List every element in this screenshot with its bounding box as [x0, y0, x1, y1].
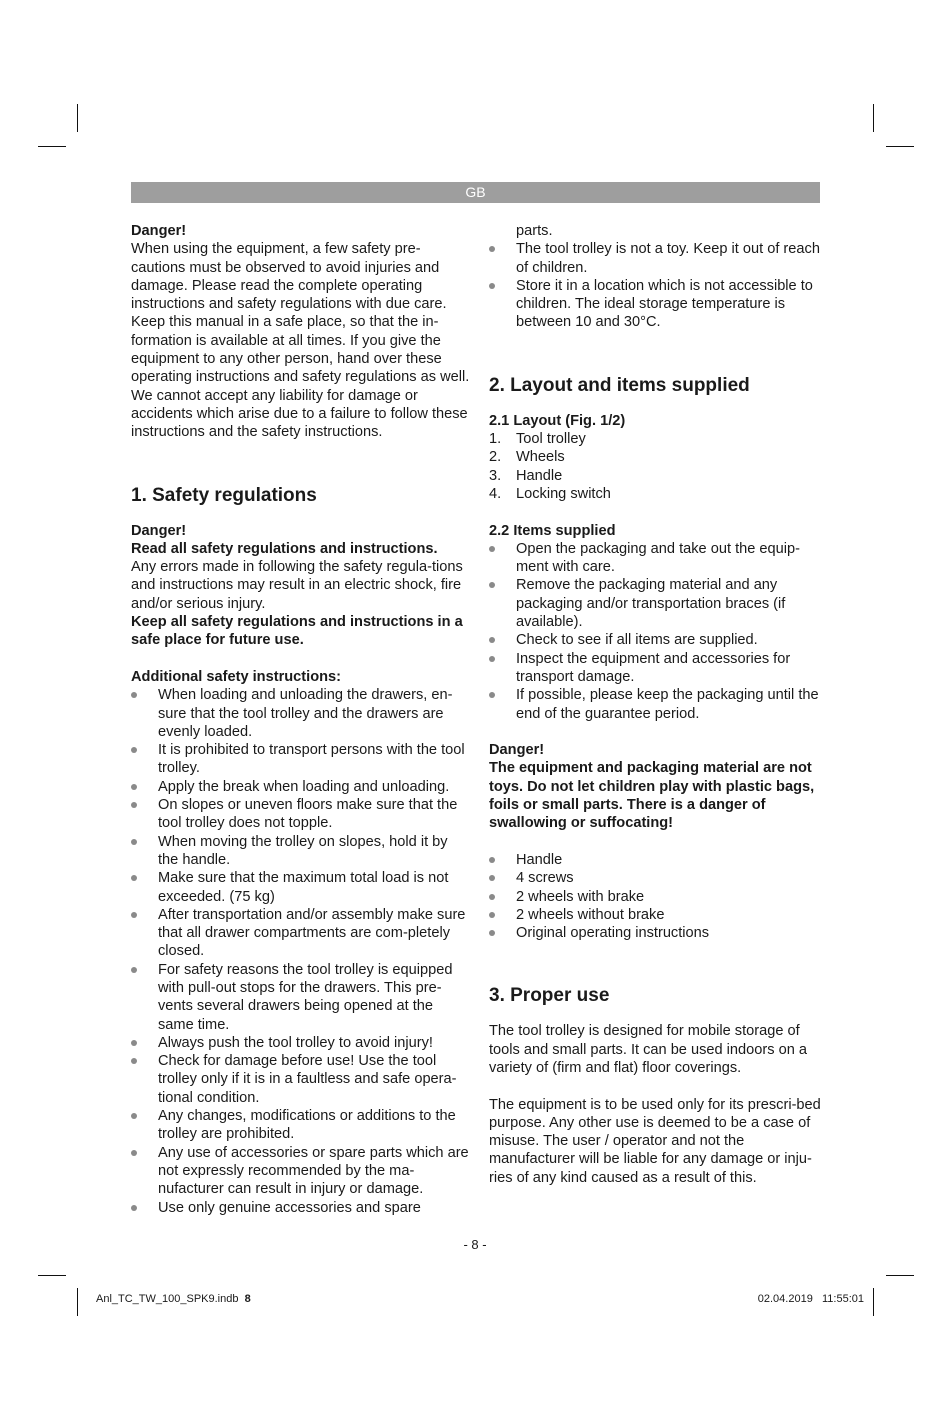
list-item: It is prohibited to transport persons with the tool trolley. [131, 741, 471, 778]
danger-bold-text: The equipment and packaging material are not toys. Do not let children play with plastic bags, foils or small parts. There is a danger of swallowing or suffocating! [489, 760, 815, 832]
list-item: On slopes or uneven floors make sure that the tool trolley does not topple. [131, 796, 471, 833]
list-item: Handle [489, 851, 824, 869]
bullet-icon [489, 875, 495, 881]
crop-mark [873, 1288, 874, 1316]
layout-list [489, 430, 824, 503]
bullet-icon [489, 637, 495, 643]
bullet-icon [131, 747, 137, 753]
list-item: For safety reasons the tool trolley is equipped with pull-out stops for the drawers. This pre-vents several drawers being opened at the same time. [131, 961, 471, 1034]
list-item: Any use of accessories or spare parts which are not expressly recommended by the ma-nufacturer can result in injury or damage. [131, 1144, 471, 1199]
crop-mark [873, 104, 874, 132]
section-title: 1. Safety regulations [131, 484, 317, 506]
danger-bold-text: Keep all safety regulations and instructions in a safe place for future use. [131, 614, 463, 649]
bullet-icon [489, 582, 495, 588]
list-item: Check to see if all items are supplied. [489, 631, 824, 649]
list-item: After transportation and/or assembly make sure that all drawer compartments are com-pletely closed. [131, 906, 471, 961]
list-item: Inspect the equipment and accessories for transport damage. [489, 650, 824, 687]
list-item: When moving the trolley on slopes, hold it by the handle. [131, 833, 471, 870]
crop-mark [77, 104, 78, 132]
footer-file-info [96, 1293, 251, 1305]
bullet-icon [131, 1058, 137, 1064]
list-item: Always push the tool trolley to avoid injury! [131, 1034, 471, 1052]
parts-list [489, 851, 824, 942]
bullet-icon [131, 912, 137, 918]
intro-heading: Danger! [131, 223, 187, 239]
danger-heading: Danger! [489, 742, 545, 759]
list-item: 2 wheels with brake [489, 888, 824, 906]
bullet-icon [131, 875, 137, 881]
bullet-icon [489, 912, 495, 918]
list-item: 4 screws [489, 869, 824, 887]
list-item: Original operating instructions [489, 924, 824, 942]
list-item: If possible, please keep the packaging until the end of the guarantee period. [489, 686, 824, 723]
supplied-list [489, 540, 824, 723]
bullet-icon [489, 246, 495, 252]
crop-mark [886, 146, 914, 147]
danger-bold-text: Read all safety regulations and instructions. [131, 540, 438, 557]
list-item: Use only genuine accessories and spare [131, 1199, 471, 1217]
file-name: Anl_TC_TW_100_SPK9.indb [96, 1293, 239, 1305]
list-item: Remove the packaging material and any packaging and/or transportation braces (if available). [489, 576, 824, 631]
crop-mark [38, 1275, 66, 1276]
bullet-icon [489, 283, 495, 289]
list-item: 4. Locking switch [489, 485, 611, 502]
section-title: 3. Proper use [489, 985, 610, 1007]
list-item: Make sure that the maximum total load is not exceeded. (75 kg) [131, 869, 471, 906]
footer-timestamp: 02.04.2019 11:55:01 [757, 1293, 864, 1305]
bullet-icon [131, 784, 137, 790]
bullet-icon [489, 692, 495, 698]
crop-mark [77, 1288, 78, 1316]
bullet-icon [131, 1205, 137, 1211]
list-item: When loading and unloading the drawers, en-sure that the tool trolley and the drawers are evenly loaded. [131, 686, 471, 741]
file-page: 8 [244, 1293, 251, 1305]
crop-mark [886, 1275, 914, 1276]
bullet-icon [131, 692, 137, 698]
list-item: 3. Handle [489, 467, 563, 484]
list-item: 2 wheels without brake [489, 906, 824, 924]
list-item: 1. Tool trolley [489, 431, 586, 448]
paragraph: The equipment is to be used only for its prescri-bed purpose. Any other use is deemed to be a case of misuse. The user / operator and not the manufacturer will be liable for any damage or inju-ries of any kind caused as a result of this. [489, 1096, 821, 1186]
list-item: Store it in a location which is not accessible to children. The ideal storage temperature is between 10 and 30°C. [489, 277, 824, 332]
storage-list [489, 240, 824, 331]
bullet-icon [131, 802, 137, 808]
subsection-heading: 2.1 Layout (Fig. 1/2) [489, 412, 626, 429]
bullet-icon [489, 894, 495, 900]
bullet-icon [131, 1113, 137, 1119]
bullet-icon [489, 656, 495, 662]
list-item: Apply the break when loading and unloading. [131, 778, 471, 796]
bullet-icon [489, 546, 495, 552]
continued-text: parts. [516, 223, 553, 239]
bullet-icon [489, 857, 495, 863]
language-band [131, 182, 820, 203]
subsection-heading: 2.2 Items supplied [489, 522, 616, 539]
bullet-icon [131, 1150, 137, 1156]
intro-text: When using the equipment, a few safety pre-cautions must be observed to avoid injuries and damage. Please read the complete operating instructions and safety regulations with due care. Keep this manual in a safe place, so that the in-formation is available at all times. If you give the equipment to any other person, hand over these operating instructions and safety regulations as well. We cannot accept any liability for damage or accidents which arise due to a failure to follow these instructions and the safety instructions. [131, 241, 470, 441]
list-item: The tool trolley is not a toy. Keep it out of reach of children. [489, 240, 824, 277]
left-column [131, 222, 471, 1217]
crop-mark [38, 146, 66, 147]
bullet-icon [489, 930, 495, 936]
language-label: GB [465, 184, 486, 200]
section-title: 2. Layout and items supplied [489, 374, 750, 396]
subsection-heading: Additional safety instructions: [131, 668, 342, 685]
list-item: 2. Wheels [489, 449, 565, 466]
bullet-icon [131, 839, 137, 845]
right-column [489, 222, 824, 1187]
danger-text: Any errors made in following the safety regula-tions and instructions may result in an electric shock, fire and/or serious injury. [131, 559, 463, 612]
list-item: Any changes, modifications or additions to the trolley are prohibited. [131, 1107, 471, 1144]
bullet-icon [131, 1040, 137, 1046]
danger-heading: Danger! [131, 522, 187, 539]
list-item: Open the packaging and take out the equip-ment with care. [489, 540, 824, 577]
bullet-icon [131, 967, 137, 973]
safety-instruction-list [131, 686, 471, 1217]
page-number: - 8 - [463, 1237, 487, 1252]
paragraph: The tool trolley is designed for mobile storage of tools and small parts. It can be used indoors on a variety of (firm and flat) floor coverings. [489, 1023, 808, 1076]
list-item: Check for damage before use! Use the tool trolley only if it is in a faultless and safe opera-tional condition. [131, 1052, 471, 1107]
